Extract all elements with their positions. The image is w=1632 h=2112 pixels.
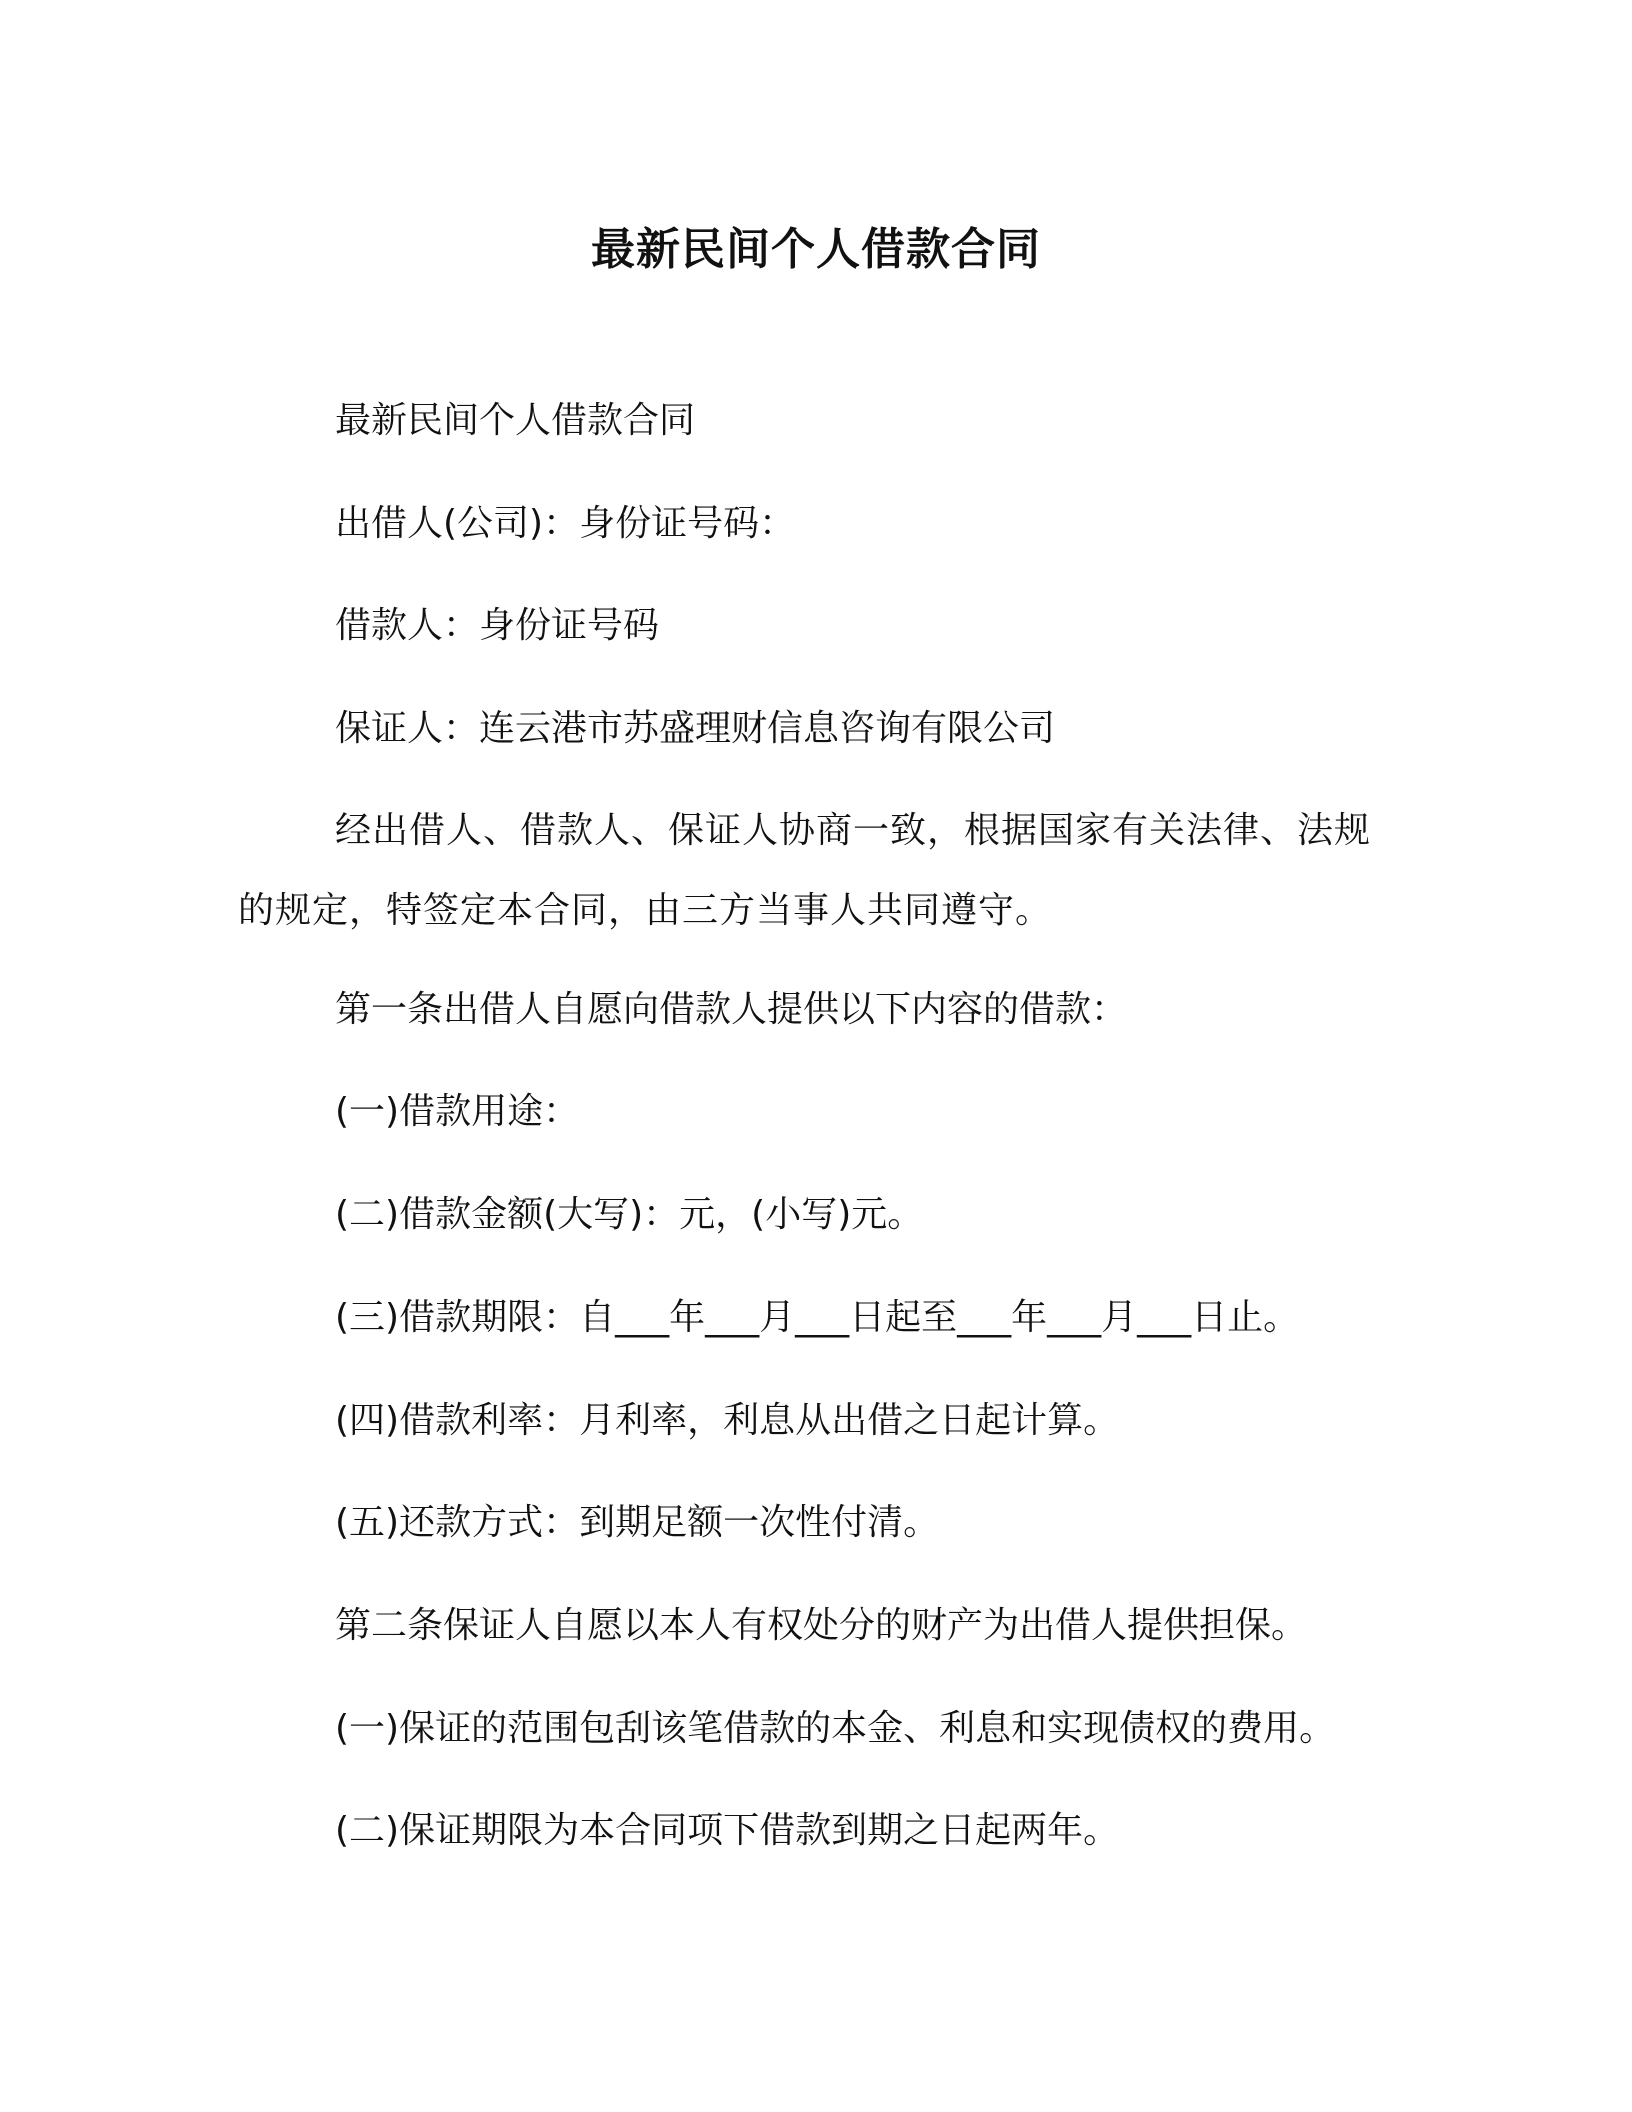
borrower-line: 借款人：身份证号码: [335, 605, 660, 646]
article-one-item: (四)借款利率：月利率，利息从出借之日起计算。: [335, 1400, 1120, 1441]
article-one-item: (三)借款期限：自___年___月___日起至___年___月___日止。: [335, 1297, 1300, 1338]
article-two-heading: 第二条保证人自愿以本人有权处分的财产为出借人提供担保。: [335, 1605, 1308, 1646]
article-one-heading: 第一条出借人自愿向借款人提供以下内容的借款：: [335, 989, 1128, 1030]
article-two-item: (一)保证的范围包刮该笔借款的本金、利息和实现债权的费用。: [335, 1708, 1336, 1749]
article-two-item: (二)保证期限为本合同项下借款到期之日起两年。: [335, 1810, 1120, 1851]
subtitle-line: 最新民间个人借款合同: [335, 400, 696, 441]
article-one-item: (二)借款金额(大写)：元，(小写)元。: [335, 1194, 924, 1235]
intro-paragraph: 经出借人、借款人、保证人协商一致，根据国家有关法律、法规的规定，特签定本合同，由三方当事人共同遵守。: [238, 810, 1372, 931]
guarantor-line: 保证人：连云港市苏盛理财信息咨询有限公司: [335, 708, 1056, 749]
lender-line: 出借人(公司)：身份证号码：: [335, 503, 796, 544]
document-title: 最新民间个人借款合同: [591, 224, 1041, 275]
article-one-item: (五)还款方式：到期足额一次性付清。: [335, 1502, 940, 1543]
article-one-item: (一)借款用途：: [335, 1091, 580, 1132]
